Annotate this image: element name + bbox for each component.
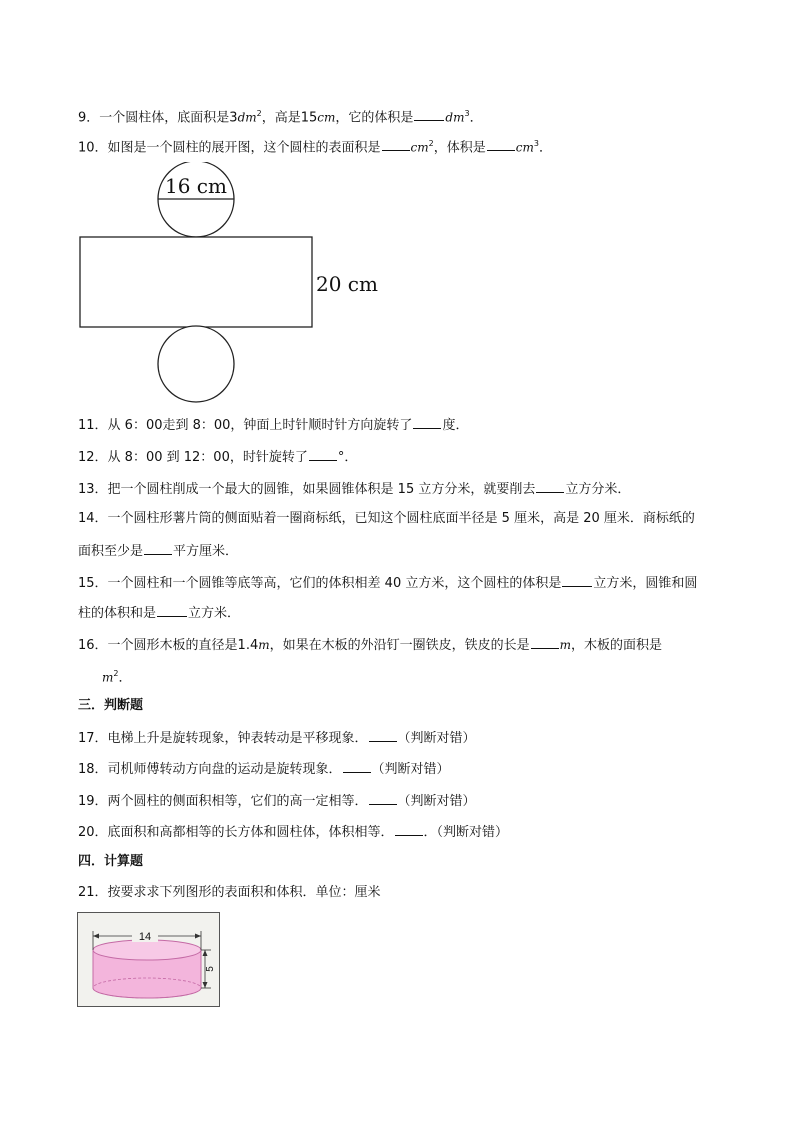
question-14-line-2: 面积至少是 平方厘米． bbox=[78, 540, 238, 562]
answer-blank[interactable] bbox=[487, 136, 515, 151]
cylinder-net-figure bbox=[78, 162, 398, 404]
net-bottom-circle bbox=[158, 326, 234, 402]
answer-blank[interactable] bbox=[144, 540, 172, 555]
diameter-label: 14 bbox=[138, 931, 152, 943]
answer-blank[interactable] bbox=[536, 478, 564, 493]
section-heading-calc: 四．计算题 bbox=[78, 854, 144, 869]
cylinder-figure bbox=[77, 912, 221, 1008]
question-14-line-1: 14．一个圆柱形薯片筒的侧面贴着一圈商标纸，已知这个圆柱底面半径是 5 厘米，高是 20 厘米．商标纸的 bbox=[78, 511, 695, 526]
question-11: 11．从 6：00走到 8：00，钟面上时针顺时针方向旋转了 度． bbox=[78, 414, 468, 436]
question-20: 20．底面积和高都相等的长方体和圆柱体，体积相等． ．（判断对错） bbox=[78, 821, 508, 843]
section-heading-judge: 三．判断题 bbox=[78, 698, 144, 713]
question-16-line-2: $m^2$． bbox=[78, 664, 132, 688]
answer-blank[interactable] bbox=[369, 727, 397, 742]
net-top-label: 16 cm bbox=[165, 174, 227, 198]
answer-blank[interactable] bbox=[343, 758, 371, 773]
question-10: 10．如图是一个圆柱的展开图，这个圆柱的表面积是 $cm^2$，体积是 $cm^3$． bbox=[78, 134, 552, 158]
answer-blank[interactable] bbox=[309, 446, 337, 461]
answer-blank[interactable] bbox=[395, 821, 423, 836]
question-9: 9．一个圆柱体，底面积是$3dm^2$，高是15cm，它的体积是 $dm^3$． bbox=[78, 104, 483, 128]
answer-blank[interactable] bbox=[414, 106, 444, 121]
answer-blank[interactable] bbox=[79, 667, 101, 681]
question-16-line-1: 16．一个圆形木板的直径是1.4m，如果在木板的外沿钉一圈铁皮，铁皮的长是 m，木板的面积是 bbox=[78, 634, 662, 656]
question-15-line-2: 柱的体积和是 立方米． bbox=[78, 602, 240, 624]
net-rect-label: 20 cm bbox=[316, 272, 378, 296]
question-15-line-1: 15．一个圆柱和一个圆锥等底等高，它们的体积相差 40 立方米，这个圆柱的体积是 立方米，圆锥和圆 bbox=[78, 572, 697, 594]
question-18: 18．司机师傅转动方向盘的运动是旋转现象． （判断对错） bbox=[78, 758, 450, 780]
answer-blank[interactable] bbox=[562, 572, 592, 587]
question-17: 17．电梯上升是旋转现象，钟表转动是平移现象． （判断对错） bbox=[78, 727, 476, 749]
height-label: 5 bbox=[205, 966, 216, 972]
answer-blank[interactable] bbox=[531, 634, 559, 649]
answer-blank[interactable] bbox=[382, 136, 410, 151]
question-21: 21．按要求求下列图形的表面积和体积．单位：厘米 bbox=[78, 885, 381, 900]
answer-blank[interactable] bbox=[369, 790, 397, 805]
answer-blank[interactable] bbox=[157, 602, 187, 617]
question-13: 13．把一个圆柱削成一个最大的圆锥，如果圆锥体积是 15 立方分米，就要削去 立方分米． bbox=[78, 478, 630, 500]
cylinder-top bbox=[93, 940, 201, 960]
question-19: 19．两个圆柱的侧面积相等，它们的高一定相等． （判断对错） bbox=[78, 790, 476, 812]
answer-blank[interactable] bbox=[413, 414, 441, 429]
net-rectangle bbox=[80, 237, 312, 327]
question-12: 12．从 8：00 到 12：00，时针旋转了 °． bbox=[78, 446, 357, 468]
